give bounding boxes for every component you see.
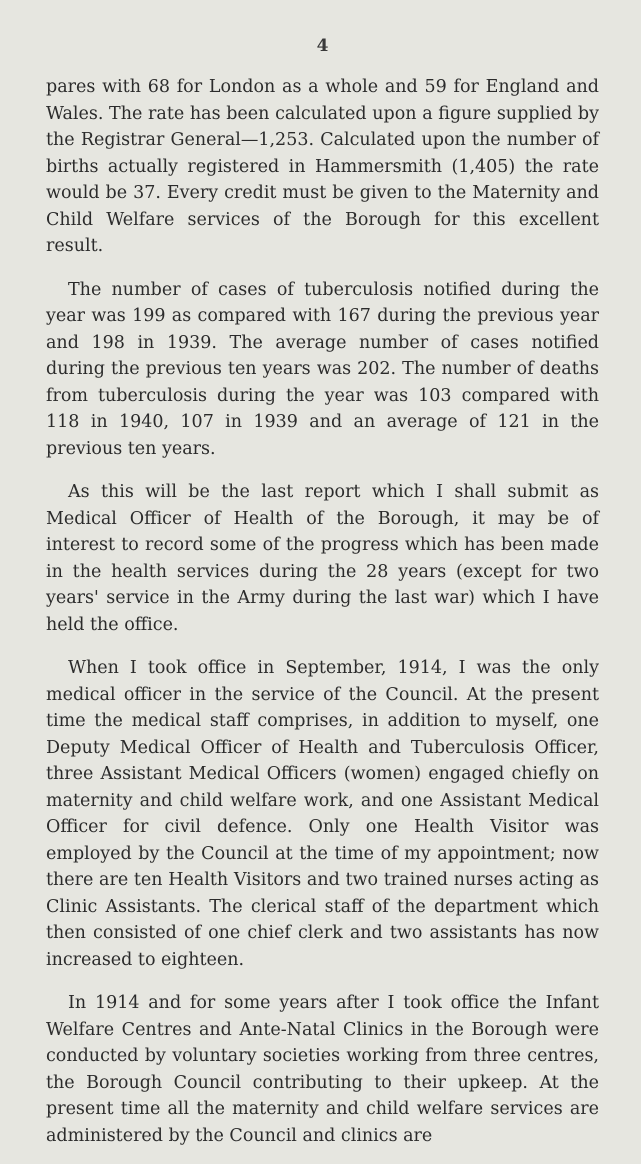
paragraph-last-report: As this will be the last report which I shall submit as Medical Officer of Health of the Borough, it may be of interest to record some of the progress which has been made in the health services during the 28 years (except for two years' service in the Army during the last war) which I have held the office. bbox=[46, 482, 599, 635]
paragraph-tuberculosis: The number of cases of tuberculosis notified during the year was 199 as compared with 167 during the previous year and 198 in 1939. The average number of cases notified during the previous ten years was 202. The number of deaths from tuberculosis during the year was 103 compared with 118 in 1940, 107 in 1939 and an average of 121 in the previous ten years. bbox=[46, 279, 599, 459]
paragraph-welfare-centres: In 1914 and for some years after I took office the Infant Welfare Centres and Ante-Natal Clinics in the Borough were conducted by voluntary societies working from three centres, the Borough Council contributing to their upkeep. At the present time all the maternity and child welfare services are administered by the Council and clinics are bbox=[46, 993, 599, 1146]
page-number: 4 bbox=[316, 36, 329, 56]
paragraph-medical-staff: When I took office in September, 1914, I was the only medical officer in the service of the Council. At the present time the medical staff comprises, in addition to myself, one Deputy Medical Officer of Health and Tuberculosis Officer, three Assistant Medical Officers (women) engaged chiefly on maternity and child welfare work, and one Assistant Medical Officer for civil defence. Only one Health Visitor was employed by the Council at the time of my appointment; now there are ten Health Visitors and two trained nurses acting as Clinic Assistants. The clerical staff of the department which then consisted of one chief clerk and two assistants has now increased to eighteen. bbox=[46, 658, 599, 970]
paragraph-birth-rate: pares with 68 for London as a whole and 59 for England and Wales. The rate has been calculated upon a figure supplied by the Registrar General—1,253. Calculated upon the number of births actually registered in Hammersmith (1,405) the rate would be 37. Every credit must be given to the Maternity and Child Welfare services of the Borough for this excellent result. bbox=[46, 77, 599, 256]
